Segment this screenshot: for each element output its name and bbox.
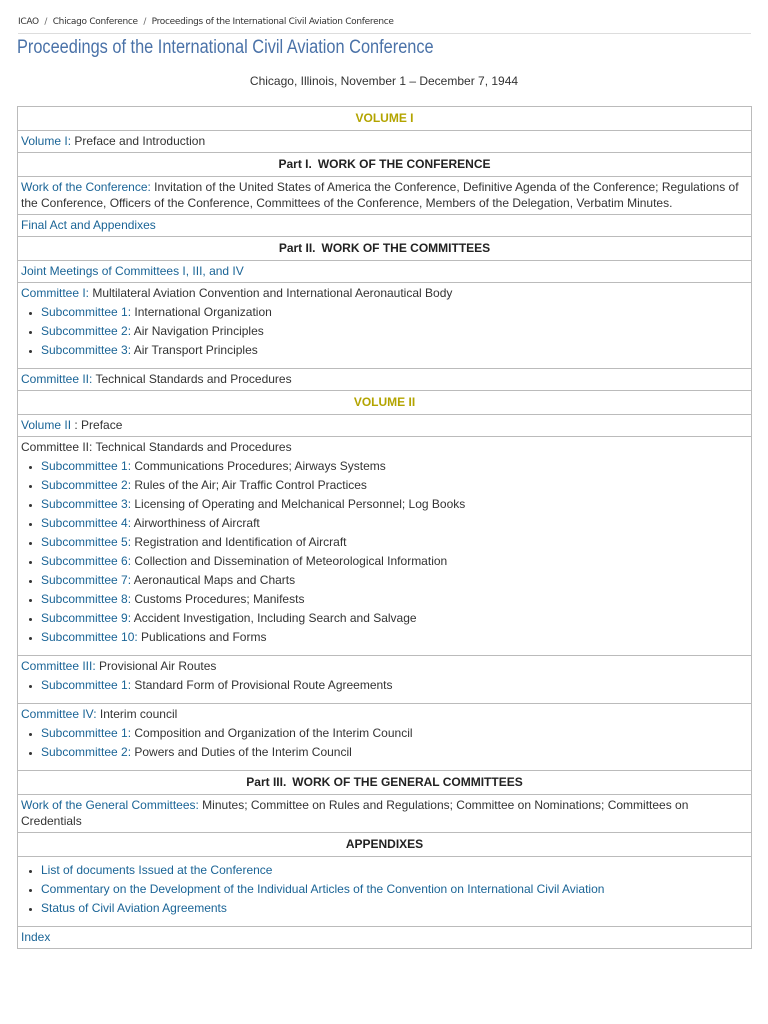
- table-row: [18, 857, 752, 927]
- table-row: [18, 771, 752, 795]
- part-3-header: [18, 771, 752, 795]
- subcommittee-link[interactable]: Subcommittee 10:: [41, 630, 138, 644]
- subcommittee-link[interactable]: Subcommittee 1:: [41, 678, 132, 692]
- work-of-conference-link[interactable]: Work of the Conference:: [21, 180, 151, 194]
- list-item: [41, 341, 748, 359]
- list-item: [41, 533, 748, 551]
- volume-1-header: VOLUME I: [18, 107, 752, 131]
- breadcrumb-chicago-conference[interactable]: Chicago Conference: [52, 17, 138, 27]
- list-item: [41, 514, 748, 532]
- list-item: [41, 861, 748, 879]
- subcommittee-list: [21, 724, 748, 761]
- part-label: Part I.: [278, 157, 312, 171]
- toc-entry: [18, 369, 752, 391]
- appendix-documents-link[interactable]: List of documents Issued at the Conference: [41, 863, 273, 877]
- subcommittee-link[interactable]: Subcommittee 3:: [41, 497, 132, 511]
- subcommittee-list: [21, 303, 748, 359]
- list-item: [41, 322, 748, 340]
- toc-entry: [18, 215, 752, 237]
- subcommittee-link[interactable]: Subcommittee 9:: [41, 611, 132, 625]
- appendix-status-link[interactable]: Status of Civil Aviation Agreements: [41, 901, 227, 915]
- general-committees-link[interactable]: Work of the General Committees:: [21, 798, 199, 812]
- entry-description: Communications Procedures; Airways Systems: [131, 459, 386, 473]
- entry-description: Collection and Dissemination of Meteorological Information: [131, 554, 448, 568]
- subcommittee-link[interactable]: Subcommittee 3:: [41, 343, 132, 357]
- list-item: [41, 495, 748, 513]
- committee-1-link[interactable]: Committee I:: [21, 286, 90, 300]
- entry-description: Accident Investigation, Including Search and Salvage: [131, 611, 417, 625]
- breadcrumb-separator: /: [44, 17, 48, 27]
- volume-2-header: VOLUME II: [18, 391, 752, 415]
- breadcrumb: [18, 15, 751, 34]
- table-row: [18, 177, 752, 215]
- subcommittee-link[interactable]: Subcommittee 6:: [41, 554, 132, 568]
- subcommittee-list: [21, 676, 748, 694]
- toc-entry: [18, 927, 752, 949]
- table-row: [18, 237, 752, 261]
- entry-description: Rules of the Air; Air Traffic Control Practices: [131, 478, 367, 492]
- index-link[interactable]: Index: [21, 930, 51, 944]
- subcommittee-link[interactable]: Subcommittee 1:: [41, 459, 132, 473]
- entry-description: Airworthiness of Aircraft: [131, 516, 260, 530]
- page-title: Proceedings of the International Civil Aviation Conference: [17, 37, 434, 58]
- list-item: [41, 676, 748, 694]
- table-row: [18, 153, 752, 177]
- entry-description: International Organization: [131, 305, 272, 319]
- proceedings-toc-table: [17, 106, 752, 949]
- table-row: [18, 369, 752, 391]
- subcommittee-link[interactable]: Subcommittee 2:: [41, 745, 132, 759]
- part-title: WORK OF THE COMMITTEES: [321, 241, 491, 255]
- toc-entry: [18, 261, 752, 283]
- entry-description: Multilateral Aviation Convention and International Aeronautical Body: [89, 286, 453, 300]
- breadcrumb-icao[interactable]: ICAO: [18, 17, 39, 27]
- volume-2-link[interactable]: Volume II: [21, 418, 72, 432]
- list-item: [41, 457, 748, 475]
- final-act-link[interactable]: Final Act and Appendixes: [21, 218, 156, 232]
- table-row: [18, 795, 752, 833]
- table-row: [18, 927, 752, 949]
- entry-description: Customs Procedures; Manifests: [131, 592, 305, 606]
- toc-entry: [18, 283, 752, 369]
- toc-entry: [18, 795, 752, 833]
- table-row: [18, 833, 752, 857]
- subcommittee-link[interactable]: Subcommittee 2:: [41, 324, 132, 338]
- appendixes-header: APPENDIXES: [18, 833, 752, 857]
- list-item: [41, 571, 748, 589]
- list-item: [41, 724, 748, 742]
- list-item: [41, 303, 748, 321]
- list-item: [41, 552, 748, 570]
- table-row: [18, 131, 752, 153]
- toc-entry: [18, 177, 752, 215]
- table-row: [18, 415, 752, 437]
- part-2-header: [18, 237, 752, 261]
- subcommittee-link[interactable]: Subcommittee 1:: [41, 726, 132, 740]
- list-item: [41, 609, 748, 627]
- entry-description: Invitation of the United States of America the Conference, Definitive Agenda of the Conference; Regulations of the Conference, Officers of the Conference, Committees of the Conference, Members of the Delegation, Verbatim Minutes.: [21, 180, 739, 210]
- subcommittee-link[interactable]: Subcommittee 8:: [41, 592, 132, 606]
- toc-entry: [18, 857, 752, 927]
- table-row: [18, 704, 752, 771]
- entry-description: Air Transport Principles: [131, 343, 258, 357]
- entry-description: Powers and Duties of the Interim Council: [131, 745, 352, 759]
- committee-3-link[interactable]: Committee III:: [21, 659, 96, 673]
- table-row: [18, 261, 752, 283]
- subcommittee-link[interactable]: Subcommittee 2:: [41, 478, 132, 492]
- part-1-header: [18, 153, 752, 177]
- table-row: [18, 215, 752, 237]
- toc-entry: [18, 415, 752, 437]
- entry-description: Registration and Identification of Aircraft: [131, 535, 347, 549]
- toc-entry: [18, 437, 752, 656]
- committee-2-heading: Committee II: Technical Standards and Procedures: [21, 440, 292, 454]
- table-row: [18, 107, 752, 131]
- table-row: [18, 391, 752, 415]
- list-item: [41, 590, 748, 608]
- subcommittee-link[interactable]: Subcommittee 5:: [41, 535, 132, 549]
- list-item: [41, 899, 748, 917]
- entry-description: : Preface: [71, 418, 123, 432]
- table-row: [18, 656, 752, 704]
- entry-description: Air Navigation Principles: [131, 324, 264, 338]
- breadcrumb-current-page: Proceedings of the International Civil Aviation Conference: [151, 17, 394, 27]
- part-title: WORK OF THE GENERAL COMMITTEES: [292, 775, 523, 789]
- toc-entry: [18, 656, 752, 704]
- list-item: [41, 743, 748, 761]
- part-label: Part II.: [278, 241, 316, 255]
- joint-meetings-link[interactable]: Joint Meetings of Committees I, III, and IV: [21, 264, 244, 278]
- subcommittee-list: [21, 457, 748, 646]
- appendix-commentary-link[interactable]: Commentary on the Development of the Individual Articles of the Convention on International Civil Aviation: [41, 882, 605, 896]
- entry-description: Standard Form of Provisional Route Agreements: [131, 678, 393, 692]
- entry-description: Provisional Air Routes: [95, 659, 217, 673]
- entry-description: Licensing of Operating and Melchanical Personnel; Log Books: [131, 497, 466, 511]
- entry-description: Publications and Forms: [137, 630, 267, 644]
- part-title: WORK OF THE CONFERENCE: [317, 157, 491, 171]
- list-item: [41, 628, 748, 646]
- table-row: [18, 283, 752, 369]
- toc-entry: [18, 131, 752, 153]
- conference-dates: Chicago, Illinois, November 1 – December 7, 1944: [249, 74, 519, 88]
- volume-1-link[interactable]: Volume I:: [21, 134, 72, 148]
- entry-description: Aeronautical Maps and Charts: [131, 573, 296, 587]
- committee-4-link[interactable]: Committee IV:: [21, 707, 97, 721]
- subcommittee-link[interactable]: Subcommittee 7:: [41, 573, 132, 587]
- entry-description: Interim council: [96, 707, 178, 721]
- subcommittee-link[interactable]: Subcommittee 1:: [41, 305, 132, 319]
- list-item: [41, 880, 748, 898]
- committee-2-link[interactable]: Committee II:: [21, 372, 93, 386]
- breadcrumb-separator: /: [143, 17, 147, 27]
- entry-description: Composition and Organization of the Interim Council: [131, 726, 413, 740]
- part-label: Part III.: [246, 775, 287, 789]
- entry-description: Technical Standards and Procedures: [92, 372, 292, 386]
- list-item: [41, 476, 748, 494]
- toc-entry: [18, 704, 752, 771]
- entry-description: Preface and Introduction: [71, 134, 206, 148]
- appendix-list: [21, 861, 748, 917]
- subcommittee-link[interactable]: Subcommittee 4:: [41, 516, 132, 530]
- entry-description: Minutes; Committee on Rules and Regulations; Committee on Nominations; Committees on Credentials: [21, 798, 689, 828]
- table-row: [18, 437, 752, 656]
